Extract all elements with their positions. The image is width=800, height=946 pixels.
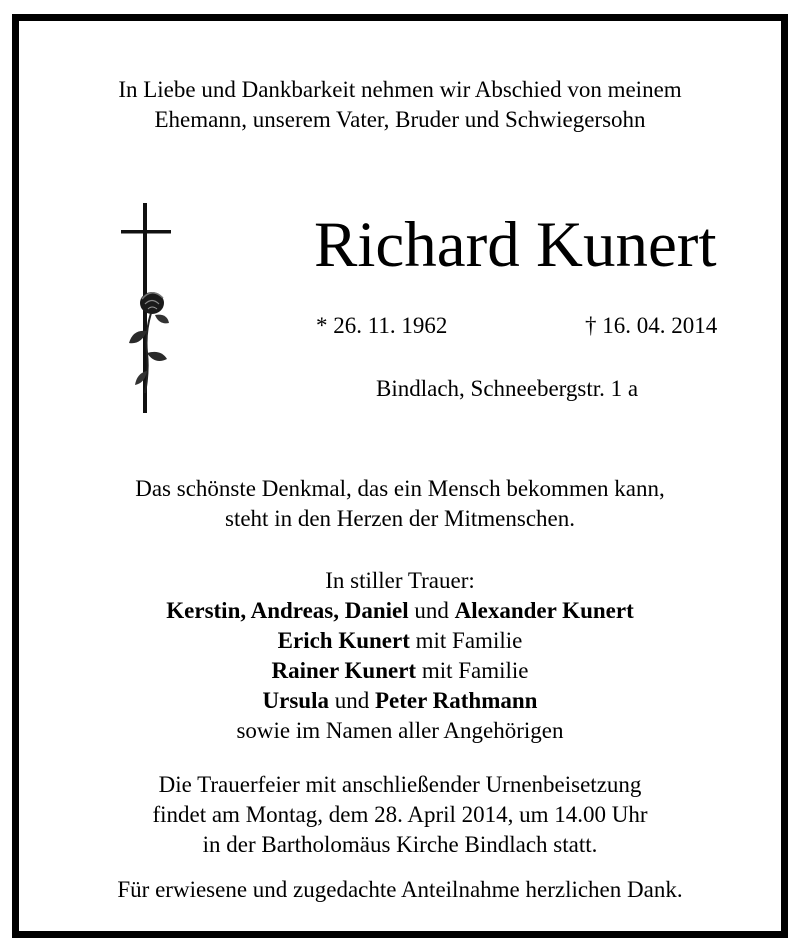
memorial-quote xyxy=(19,474,781,534)
service-line-1: Die Trauerfeier mit anschließender Urnenbeisetzung xyxy=(158,772,642,797)
mourners-list xyxy=(19,566,781,746)
mourner-name: Erich Kunert xyxy=(277,628,410,653)
thanks-text: Für erwiesene und zugedachte Anteilnahme herzlichen Dank. xyxy=(117,877,683,902)
intro-text xyxy=(19,75,781,135)
birth-date: * 26. 11. 1962 xyxy=(316,313,448,338)
mourner-name: Rainer Kunert xyxy=(271,658,417,683)
mourners-closing: sowie im Namen aller Angehörigen xyxy=(236,718,564,743)
death-date: † 16. 04. 2014 xyxy=(585,313,718,338)
mourner-row xyxy=(19,656,781,686)
mourners-heading: In stiller Trauer: xyxy=(325,568,475,593)
mourner-row xyxy=(19,596,781,626)
suffix: mit Familie xyxy=(409,628,523,653)
mourner-row xyxy=(19,626,781,656)
address: Bindlach, Schneebergstr. 1 a xyxy=(376,376,639,401)
intro-line-2: Ehemann, unserem Vater, Bruder und Schwiegersohn xyxy=(154,107,646,132)
obituary-notice xyxy=(12,14,788,938)
connector: und xyxy=(408,598,455,623)
mourner-names: Kerstin, Andreas, Daniel xyxy=(166,598,409,623)
deceased-name: Richard Kunert xyxy=(314,209,717,281)
mourner-row xyxy=(19,686,781,716)
service-line-2: findet am Montag, dem 28. April 2014, um 14.00 Uhr xyxy=(152,802,648,827)
mourner-name: Ursula xyxy=(262,688,329,713)
mourner-name: Peter Rathmann xyxy=(374,688,538,713)
service-line-3: in der Bartholomäus Kirche Bindlach statt. xyxy=(202,832,598,857)
suffix: mit Familie xyxy=(416,658,529,683)
quote-line-1: Das schönste Denkmal, das ein Mensch bekommen kann, xyxy=(135,476,665,501)
service-details xyxy=(19,770,781,860)
quote-line-2: steht in den Herzen der Mitmenschen. xyxy=(225,506,575,531)
cross-with-rose-icon xyxy=(109,203,181,417)
intro-line-1: In Liebe und Dankbarkeit nehmen wir Abschied von meinem xyxy=(118,77,682,102)
connector: und xyxy=(328,688,375,713)
mourner-name: Alexander Kunert xyxy=(454,598,634,623)
